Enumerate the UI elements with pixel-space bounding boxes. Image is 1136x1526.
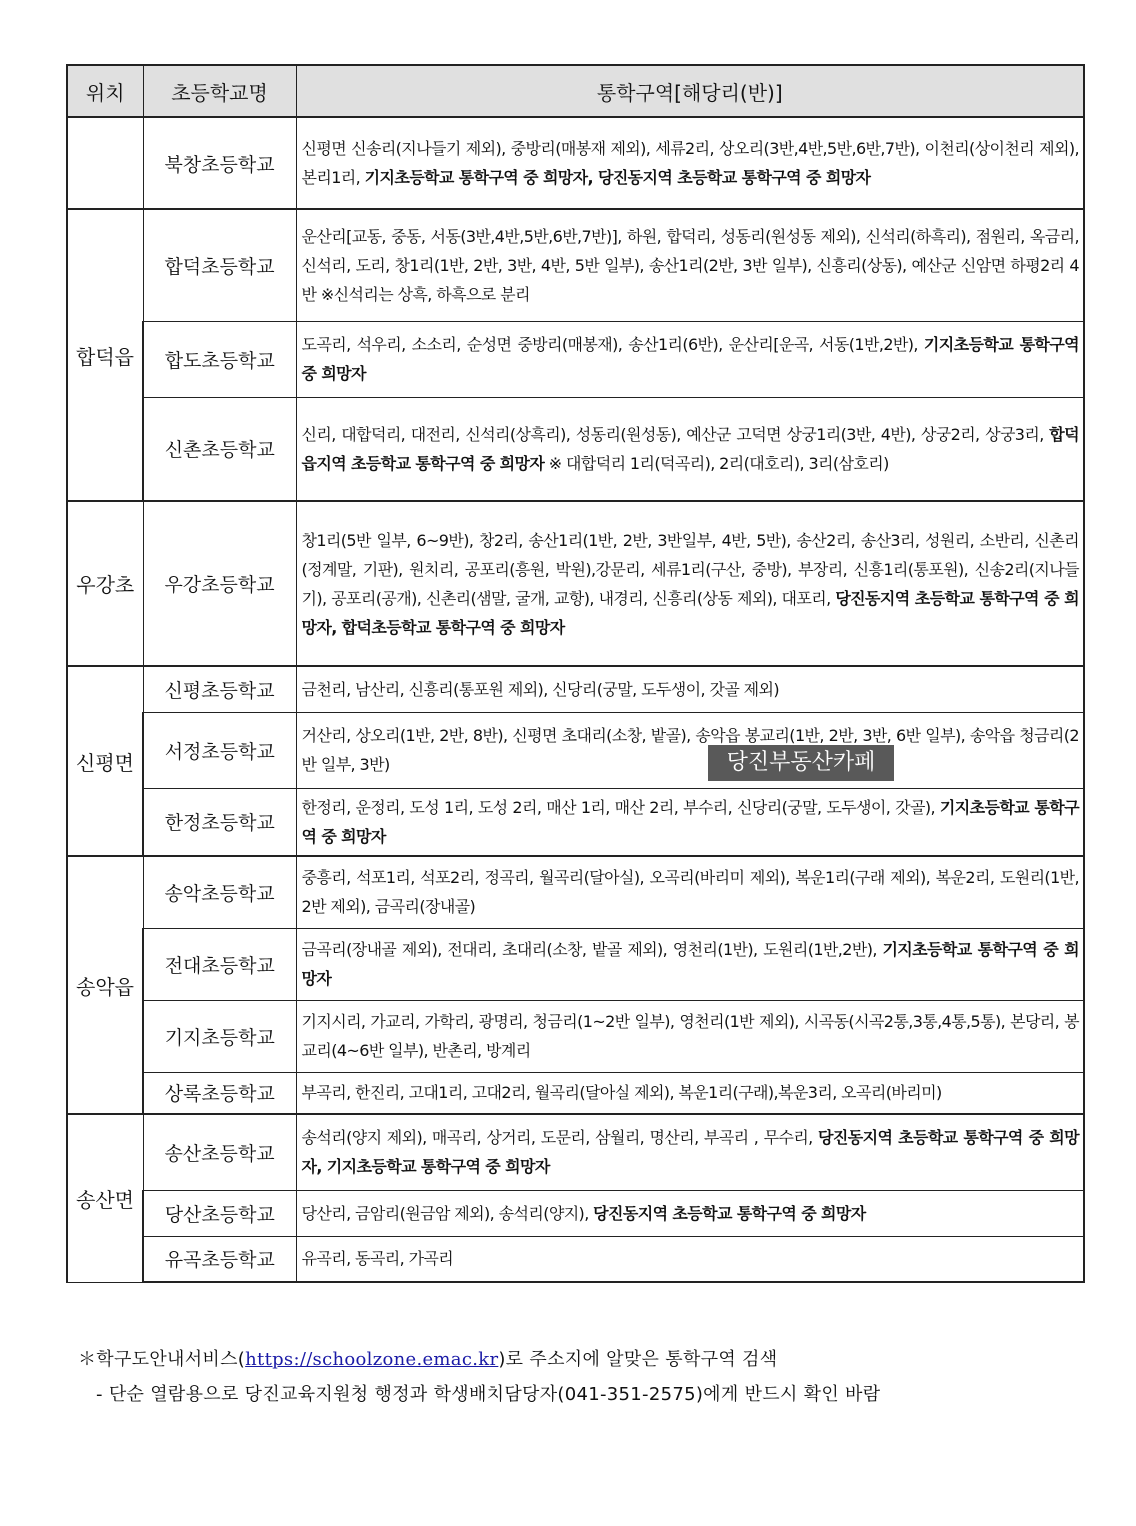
district-area bbox=[296, 397, 1084, 501]
table-row bbox=[67, 928, 1084, 1000]
table-row bbox=[67, 1072, 1084, 1114]
district-text: 신리, 대합덕리, 대전리, 신석리(상흑리), 성동리(원성동), 예산군 고덕면 상궁1리(3반, 4반), 상궁2리, 상궁3리, bbox=[301, 424, 1050, 444]
district-area bbox=[296, 856, 1084, 928]
district-bold-text: 기지초등학교 통학구역 중 희망자, 당진동지역 초등학교 통학구역 중 희망자 bbox=[364, 168, 871, 187]
district-text: 금천리, 남산리, 신흥리(통포원 제외), 신당리(궁말, 도두생이, 갓골 제외) bbox=[301, 679, 780, 699]
district-area bbox=[296, 928, 1084, 1000]
location-cell bbox=[67, 117, 143, 209]
district-area bbox=[296, 1236, 1084, 1282]
school-name: 송악초등학교 bbox=[143, 856, 296, 928]
header-area: 통학구역[해당리(반)] bbox=[296, 65, 1084, 117]
table-row bbox=[67, 788, 1084, 856]
location-cell: 신평면 bbox=[67, 666, 143, 856]
district-text: 당산리, 금암리(원금암 제외), 송석리(양지), bbox=[301, 1203, 594, 1223]
district-bold-text: 당진동지역 초등학교 통학구역 중 희망자 bbox=[593, 1203, 866, 1223]
district-area bbox=[296, 1072, 1084, 1114]
district-text: 송석리(양지 제외), 매곡리, 상거리, 도문리, 삼월리, 명산리, 부곡리 , 무수리, bbox=[301, 1128, 819, 1148]
district-area bbox=[296, 1114, 1084, 1190]
school-name: 전대초등학교 bbox=[143, 928, 296, 1000]
district-bold-text: 기지초등학교 통학구역 중 희망자 bbox=[301, 335, 1079, 383]
table-row bbox=[67, 856, 1084, 928]
school-name: 한정초등학교 bbox=[143, 788, 296, 856]
district-text: 유곡리, 동곡리, 가곡리 bbox=[301, 1249, 454, 1269]
school-name: 당산초등학교 bbox=[143, 1190, 296, 1236]
school-name: 북창초등학교 bbox=[143, 117, 296, 209]
district-text: 운산리[교동, 중동, 서동(3반,4반,5반,6반,7반)], 하원, 합덕리, 성동리(원성동 제외), 신석리(하흑리), 점원리, 옥금리, 신석리, 도리, 창1리(1반, 2반, 3반, 4반, 5반 일부), 송산1리(2반, 3반 일부), 신흥리(상동), 예산군 신암면 하평2리 4반 ※신석리는 상흑, 하흑으로 분리 bbox=[301, 226, 1079, 304]
header-location: 위치 bbox=[67, 65, 143, 117]
table-row bbox=[67, 209, 1084, 321]
note-suffix: )로 주소지에 알맞은 통학구역 검색 bbox=[498, 1349, 778, 1370]
district-text: 도곡리, 석우리, 소소리, 순성면 중방리(매봉재), 송산1리(6반), 운산리[운곡, 서동(1반,2반), bbox=[301, 335, 924, 354]
schoolzone-link[interactable]: https://schoolzone.emac.kr bbox=[245, 1349, 499, 1370]
district-bold-text: 당진동지역 초등학교 통학구역 중 희망자, 기지초등학교 통학구역 중 희망자 bbox=[301, 1128, 1079, 1177]
district-area bbox=[296, 321, 1084, 397]
table-row bbox=[67, 501, 1084, 666]
district-area bbox=[296, 1190, 1084, 1236]
table-row bbox=[67, 1000, 1084, 1072]
district-bold-text: 기지초등학교 통학구역 중 희망자 bbox=[301, 940, 1079, 988]
district-text: 기지시리, 가교리, 가학리, 광명리, 청금리(1~2반 일부), 영천리(1반 제외), 시곡동(시곡2통,3통,4통,5통), 본당리, 봉교리(4~6반 일부), 반촌리, 방계리 bbox=[301, 1012, 1079, 1060]
district-text: 신평면 신송리(지나들기 제외), 중방리(매봉재 제외), 세류2리, 상오리(3반,4반,5반,6반,7반), 이천리(상이천리 제외), 본리1리, bbox=[301, 139, 1079, 187]
district-area bbox=[296, 209, 1084, 321]
district-text: 한정리, 운정리, 도성 1리, 도성 2리, 매산 1리, 매산 2리, 부수리, 신당리(궁말, 도두생이, 갓골), bbox=[301, 797, 940, 817]
school-name: 송산초등학교 bbox=[143, 1114, 296, 1190]
table-row bbox=[67, 117, 1084, 209]
location-cell: 송산면 bbox=[67, 1114, 143, 1282]
header-school: 초등학교명 bbox=[143, 65, 296, 117]
district-bold-text: 합덕읍지역 초등학교 통학구역 중 희망자 bbox=[301, 424, 1079, 473]
table-row bbox=[67, 1114, 1084, 1190]
district-text: 부곡리, 한진리, 고대1리, 고대2리, 월곡리(달아실 제외), 복운1리(구래),복운3리, 오곡리(바리미) bbox=[301, 1083, 942, 1103]
school-name: 신촌초등학교 bbox=[143, 397, 296, 501]
location-cell: 송악읍 bbox=[67, 856, 143, 1114]
school-name: 유곡초등학교 bbox=[143, 1236, 296, 1282]
district-area bbox=[296, 1000, 1084, 1072]
district-text: 거산리, 상오리(1반, 2반, 8반), 신평면 초대리(소창, 밭골), 송악읍 봉교리(1반, 2반, 3반, 6반 일부), 송악읍 청금리(2반 일부, 3반) bbox=[301, 726, 1079, 774]
table-header-row bbox=[67, 65, 1084, 117]
district-area bbox=[296, 117, 1084, 209]
district-bold-text: 당진동지역 초등학교 통학구역 중 희망자, 합덕초등학교 통학구역 중 희망자 bbox=[301, 588, 1079, 637]
table-row bbox=[67, 397, 1084, 501]
district-area bbox=[296, 788, 1084, 856]
district-text: 창1리(5반 일부, 6~9반), 창2리, 송산1리(1반, 2반, 3반일부, 4반, 5반), 송산2리, 송산3리, 성원리, 소반리, 신촌리(정계말, 기판), 원치리, 공포리(흥원, 박원),강문리, 세류1리(구산, 중방), 부장리, 신흥1리(통포원), 신송2리(지나들기), 공포리(공개), 신촌리(샘말, 굴개, 교항), 내경리, 신흥리(상동 제외), 대포리, bbox=[301, 530, 1079, 608]
district-text: 중흥리, 석포1리, 석포2리, 정곡리, 월곡리(달아실), 오곡리(바리미 제외), 복운1리(구래 제외), 복운2리, 도원리(1반, 2반 제외), 금곡리(장내골) bbox=[301, 868, 1079, 917]
district-area bbox=[296, 501, 1084, 666]
table-row bbox=[67, 712, 1084, 788]
location-cell: 우강초 bbox=[67, 501, 143, 666]
school-name: 합덕초등학교 bbox=[143, 209, 296, 321]
watermark-label: 당진부동산카페 bbox=[708, 745, 894, 781]
school-name: 신평초등학교 bbox=[143, 666, 296, 712]
location-cell: 합덕읍 bbox=[67, 209, 143, 501]
district-note-text: ※ 대합덕리 1리(덕곡리), 2리(대호리), 3리(삼호리) bbox=[544, 453, 889, 473]
school-name: 합도초등학교 bbox=[143, 321, 296, 397]
school-name: 서정초등학교 bbox=[143, 712, 296, 788]
note-disclaimer: - 단순 열람용으로 당진교육지원청 행정과 학생배치담당자(041-351-2575)에게 반드시 확인 바람 bbox=[96, 1384, 881, 1405]
table-row bbox=[67, 666, 1084, 712]
school-district-table bbox=[66, 64, 1085, 1283]
district-area bbox=[296, 666, 1084, 712]
table-row bbox=[67, 1236, 1084, 1282]
table-row bbox=[67, 321, 1084, 397]
note-schoolzone bbox=[78, 1345, 777, 1371]
district-area bbox=[296, 712, 1084, 788]
district-text: 금곡리(장내골 제외), 전대리, 초대리(소창, 밭골 제외), 영천리(1반), 도원리(1반,2반), bbox=[301, 940, 883, 959]
note-prefix: ＊학구도안내서비스( bbox=[78, 1349, 246, 1370]
district-bold-text: 기지초등학교 통학구역 중 희망자 bbox=[301, 797, 1079, 846]
school-name: 우강초등학교 bbox=[143, 501, 296, 666]
school-name: 상록초등학교 bbox=[143, 1072, 296, 1114]
table-row bbox=[67, 1190, 1084, 1236]
school-name: 기지초등학교 bbox=[143, 1000, 296, 1072]
